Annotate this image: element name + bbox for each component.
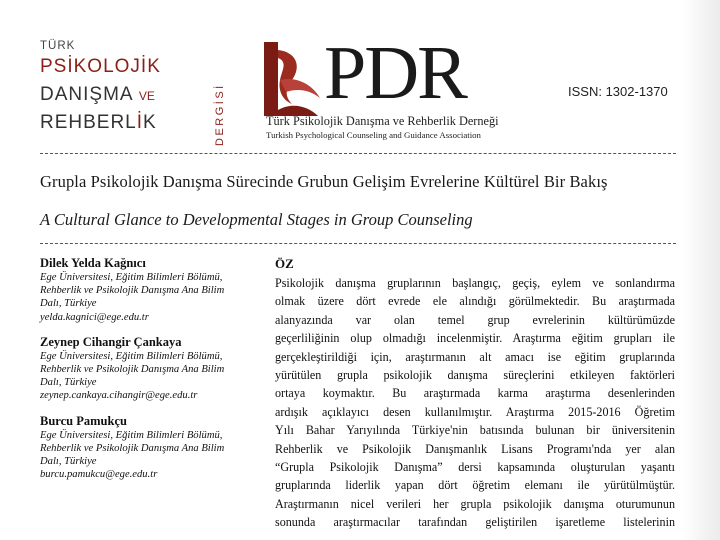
abstract-heading: ÖZ <box>275 256 294 271</box>
journal-title-block <box>40 40 250 150</box>
author-entry <box>40 414 264 482</box>
association-name-en: Turkish Psychological Counseling and Guidance Association <box>266 130 481 140</box>
pdr-logo-letters: PDR <box>324 31 466 115</box>
author-affiliation: Dalı, Türkiye <box>40 377 97 389</box>
abstract-line: Psikolojik danışma gruplarının başlangıç, geçiş, eylem ve sonlandırma <box>275 276 675 290</box>
authors-column <box>40 256 264 481</box>
author-affiliation: Rehberlik ve Psikolojik Danışma Ana Bilim <box>40 442 225 454</box>
issn-number: ISSN: 1302-1370 <box>568 84 668 99</box>
author-affiliation: Ege Üniversitesi, Eğitim Bilimleri Bölümü, <box>40 272 223 283</box>
journal-word-danisma: DANIŞMA <box>40 84 133 105</box>
abstract-line: sonunda araştırmacılar tarafından geliştirilen işaretleme listelerinin <box>275 515 675 530</box>
author-name: Burcu Pamukçu <box>40 413 127 428</box>
author-entry <box>40 256 264 324</box>
divider-bottom <box>40 243 676 244</box>
author-affiliation: Dalı, Türkiye <box>40 456 97 468</box>
abstract-line: yürütülen grupla psikolojik danışma süreçlerini etkileyen faktörleri <box>275 368 675 383</box>
author-email-link[interactable]: yelda.kagnici@ege.edu.tr <box>40 311 149 323</box>
author-affiliation: Ege Üniversitesi, Eğitim Bilimleri Bölümü, <box>40 350 223 362</box>
author-name: Zeynep Cihangir Çankaya <box>40 334 182 349</box>
author-affiliation: Rehberlik ve Psikolojik Danışma Ana Bilim <box>40 285 225 297</box>
journal-line-turk: TÜRK <box>40 40 76 52</box>
abstract-line: Araştırmanın nicel verileri her grupla psikolojik danışma oturumunun <box>275 496 675 511</box>
abstract-line: Rehberlik ve Psikolojik Danışmanlık Lisans Programı'nda yer alan <box>275 441 675 456</box>
abstract-body <box>275 274 675 532</box>
journal-letter-k: K <box>143 112 157 133</box>
author-affiliation: Dalı, Türkiye <box>40 298 97 310</box>
pdr-logo <box>262 31 520 142</box>
abstract-section <box>275 256 675 532</box>
journal-letter-i: İ <box>136 112 144 133</box>
divider-top <box>40 153 676 154</box>
article-title-en: A Cultural Glance to Developmental Stages in Group Counseling <box>40 210 473 229</box>
article-title-tr: Grupla Psikolojik Danışma Sürecinde Grubun Gelişim Evrelerine Kültürel Bir Bakış <box>40 172 608 191</box>
journal-line-danisma <box>40 84 155 106</box>
abstract-line: olmak üzere dört evrede ele alındığı görülmektedir. Bu araştırmada <box>275 294 675 309</box>
abstract-line: gruplarında liderlik yapan dört öğretim elemanı ile yürütülmüştür. <box>275 478 675 493</box>
author-email-link[interactable]: zeynep.cankaya.cihangir@ege.edu.tr <box>40 390 198 402</box>
journal-word-rehberl: REHBERL <box>40 112 137 133</box>
abstract-line: gerçekleştirildiği için, araştırmanın alt amacı ise eğitim gruplarında <box>275 349 675 364</box>
abstract-line: alanyazında var olan temel grup evrelerinin kültürümüzde <box>275 312 675 327</box>
author-entry <box>40 335 264 403</box>
author-email-link[interactable]: burcu.pamukcu@ege.edu.tr <box>40 469 158 481</box>
abstract-line: “Grupla Psikolojik Danışma” dersi kapsamında oluşturulan yaşantı <box>275 460 675 475</box>
abstract-line: ardışık açıklayıcı desen kullanılmıştır. Araştırma 2015-2016 Öğretim <box>275 404 675 419</box>
page-edge-shadow <box>682 0 720 540</box>
journal-word-ve: VE <box>138 89 155 103</box>
author-affiliation: Ege Üniversitesi, Eğitim Bilimleri Bölümü, <box>40 429 223 441</box>
author-affiliation: Rehberlik ve Psikolojik Danışma Ana Bilim <box>40 364 225 376</box>
abstract-line: ortaya koymaktır. Bu araştırmada karma araştırma desenlerinden <box>275 386 675 401</box>
author-name: Dilek Yelda Kağnıcı <box>40 256 146 270</box>
journal-line-rehberlik <box>40 112 157 134</box>
association-name-tr: Türk Psikolojik Danışma ve Rehberlik Derneği <box>266 114 499 128</box>
abstract-line: Yılı Bahar Yarıyılında Türkiye'nin batısında bulunan bir üniversitenin <box>275 423 675 438</box>
abstract-line: geçerliliğinin olup olmadığı incelenmiştir. Araştırma eğitim grupları ile <box>275 331 675 346</box>
journal-vertical-dergisi: DERGİSİ <box>214 83 226 146</box>
journal-line-psikolojik: PSİKOLOJİK <box>40 56 161 77</box>
